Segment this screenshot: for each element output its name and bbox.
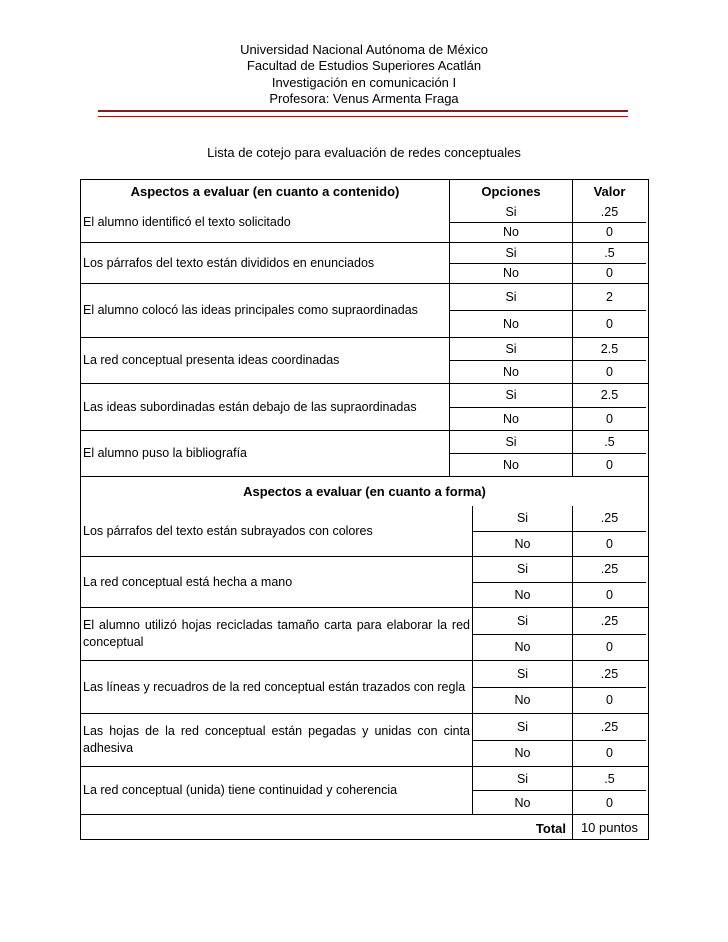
aspect-text: Las ideas subordinadas están debajo de las supraordinadas [83, 399, 417, 414]
value-si: .25 [600, 719, 619, 734]
aspect-cell [81, 284, 450, 337]
forma-row [81, 660, 648, 713]
header-professor: Profesora: Venus Armenta Fraga [269, 91, 459, 106]
option-si: Si [450, 284, 573, 310]
aspect-cell [81, 557, 473, 607]
aspect-cell [81, 608, 473, 660]
option-si: Si [450, 384, 573, 407]
value-si: .25 [600, 613, 619, 628]
option-si: Si [473, 661, 573, 687]
option-si: Si [473, 714, 573, 740]
value-no: 0 [606, 795, 613, 810]
col-valor-header: Valor [593, 183, 626, 199]
value-no: 0 [606, 266, 613, 281]
aspect-text: Los párrafos del texto están subrayados con colores [83, 523, 373, 538]
options-cell [450, 243, 646, 283]
header-course: Investigación en comunicación I [271, 75, 457, 90]
options-cell [473, 557, 646, 607]
options-cell [473, 714, 646, 766]
aspect-text: Las hojas de la red conceptual están pegadas y unidas con cinta adhesiva [83, 724, 470, 755]
option-pair [473, 687, 646, 714]
option-no: No [450, 223, 573, 243]
options-cell [473, 506, 646, 556]
value-si: .25 [600, 666, 619, 681]
option-pair [450, 222, 646, 243]
value-no: 0 [606, 317, 613, 331]
option-pair [473, 531, 646, 557]
options-cell [473, 661, 646, 713]
option-pair [450, 338, 646, 360]
contenido-row [81, 383, 648, 430]
value-si: .25 [600, 511, 619, 526]
total-label: Total [81, 815, 573, 839]
option-no: No [450, 264, 573, 284]
contenido-row [81, 242, 648, 283]
aspect-text: La red conceptual (unida) tiene continuidad y coherencia [83, 783, 398, 797]
aspect-cell [81, 767, 473, 814]
aspect-text: Los párrafos del texto están divididos en enunciados [83, 255, 375, 270]
contenido-row [81, 430, 648, 476]
header-faculty: Facultad de Estudios Superiores Acatlán [246, 58, 482, 73]
value-si: .25 [600, 562, 619, 577]
option-no: No [450, 408, 573, 431]
col-opciones-header: Opciones [450, 180, 573, 202]
option-si: Si [450, 431, 573, 453]
option-si: Si [473, 767, 573, 790]
page-subtitle: Lista de cotejo para evaluación de redes conceptuales [207, 145, 521, 160]
value-no: 0 [606, 411, 613, 426]
option-pair [473, 557, 646, 582]
option-no: No [473, 688, 573, 714]
option-no: No [473, 791, 573, 814]
forma-row [81, 713, 648, 766]
option-pair [450, 407, 646, 431]
option-si: Si [473, 506, 573, 531]
option-no: No [473, 532, 573, 557]
option-si: Si [450, 338, 573, 360]
option-no: No [473, 741, 573, 767]
contenido-row [81, 283, 648, 337]
option-pair [473, 634, 646, 661]
aspect-text: El alumno identificó el texto solicitado [83, 214, 291, 229]
options-cell [473, 608, 646, 660]
option-pair [450, 202, 646, 222]
value-si: 2.5 [600, 388, 619, 403]
aspect-text: La red conceptual está hecha a mano [83, 574, 293, 589]
contenido-row [81, 202, 648, 242]
value-no: 0 [606, 640, 613, 655]
option-pair [450, 284, 646, 310]
options-cell [473, 767, 646, 814]
aspect-cell [81, 243, 450, 283]
value-si: 2.5 [600, 342, 619, 356]
forma-section-title: Aspectos a evaluar (en cuanto a forma) [81, 476, 648, 506]
value-no: 0 [606, 587, 613, 602]
total-row [81, 814, 648, 839]
option-pair [473, 582, 646, 608]
value-si: .5 [604, 771, 615, 786]
options-cell [450, 338, 646, 383]
option-pair [473, 714, 646, 740]
option-pair [473, 740, 646, 767]
option-si: Si [450, 243, 573, 263]
option-no: No [450, 311, 573, 337]
header-rule [98, 110, 628, 112]
option-pair [450, 310, 646, 337]
value-no: 0 [606, 365, 613, 379]
value-si: .5 [604, 435, 615, 449]
value-no: 0 [606, 458, 613, 472]
value-si: .5 [604, 245, 615, 260]
option-pair [473, 767, 646, 790]
aspect-text: Las líneas y recuadros de la red conceptual están trazados con regla [83, 679, 466, 694]
option-si: Si [473, 557, 573, 582]
value-no: 0 [606, 746, 613, 761]
option-pair [473, 661, 646, 687]
options-cell [450, 202, 646, 242]
value-no: 0 [606, 693, 613, 708]
option-no: No [450, 454, 573, 476]
table-header-row [81, 180, 648, 202]
option-pair [450, 453, 646, 476]
option-pair [450, 243, 646, 263]
forma-row [81, 766, 648, 814]
header-university: Universidad Nacional Autónoma de México [240, 42, 488, 57]
option-si: Si [473, 608, 573, 634]
aspect-text: El alumno colocó las ideas principales como supraordinadas [83, 303, 418, 317]
aspect-cell [81, 661, 473, 713]
option-pair [450, 360, 646, 383]
value-si: 2 [606, 290, 613, 304]
option-pair [450, 263, 646, 284]
options-cell [450, 284, 646, 337]
value-no: 0 [606, 536, 613, 551]
aspect-text: El alumno puso la bibliografía [83, 446, 247, 460]
options-cell [450, 431, 646, 476]
aspect-cell [81, 714, 473, 766]
option-si: Si [450, 202, 573, 222]
aspect-text: El alumno utilizó hojas recicladas tamaño carta para elaborar la red conceptual [83, 618, 470, 649]
forma-row [81, 506, 648, 556]
aspect-cell [81, 338, 450, 383]
forma-row [81, 607, 648, 660]
header-rule-thin [98, 116, 628, 117]
option-pair [473, 506, 646, 531]
option-pair [473, 608, 646, 634]
option-pair [473, 790, 646, 814]
aspect-cell [81, 202, 450, 242]
option-pair [450, 384, 646, 407]
option-pair [450, 431, 646, 453]
forma-row [81, 556, 648, 607]
aspect-cell [81, 506, 473, 556]
option-no: No [450, 361, 573, 383]
aspect-cell [81, 384, 450, 430]
option-no: No [473, 635, 573, 661]
option-no: No [473, 583, 573, 608]
evaluation-table [80, 179, 649, 840]
col-aspectos-header: Aspectos a evaluar (en cuanto a contenido) [81, 180, 450, 202]
total-value: 10 puntos [580, 819, 639, 835]
aspect-text: La red conceptual presenta ideas coordinadas [83, 353, 340, 367]
contenido-row [81, 337, 648, 383]
value-no: 0 [606, 225, 613, 240]
aspect-cell [81, 431, 450, 476]
options-cell [450, 384, 646, 430]
value-si: .25 [600, 204, 619, 219]
